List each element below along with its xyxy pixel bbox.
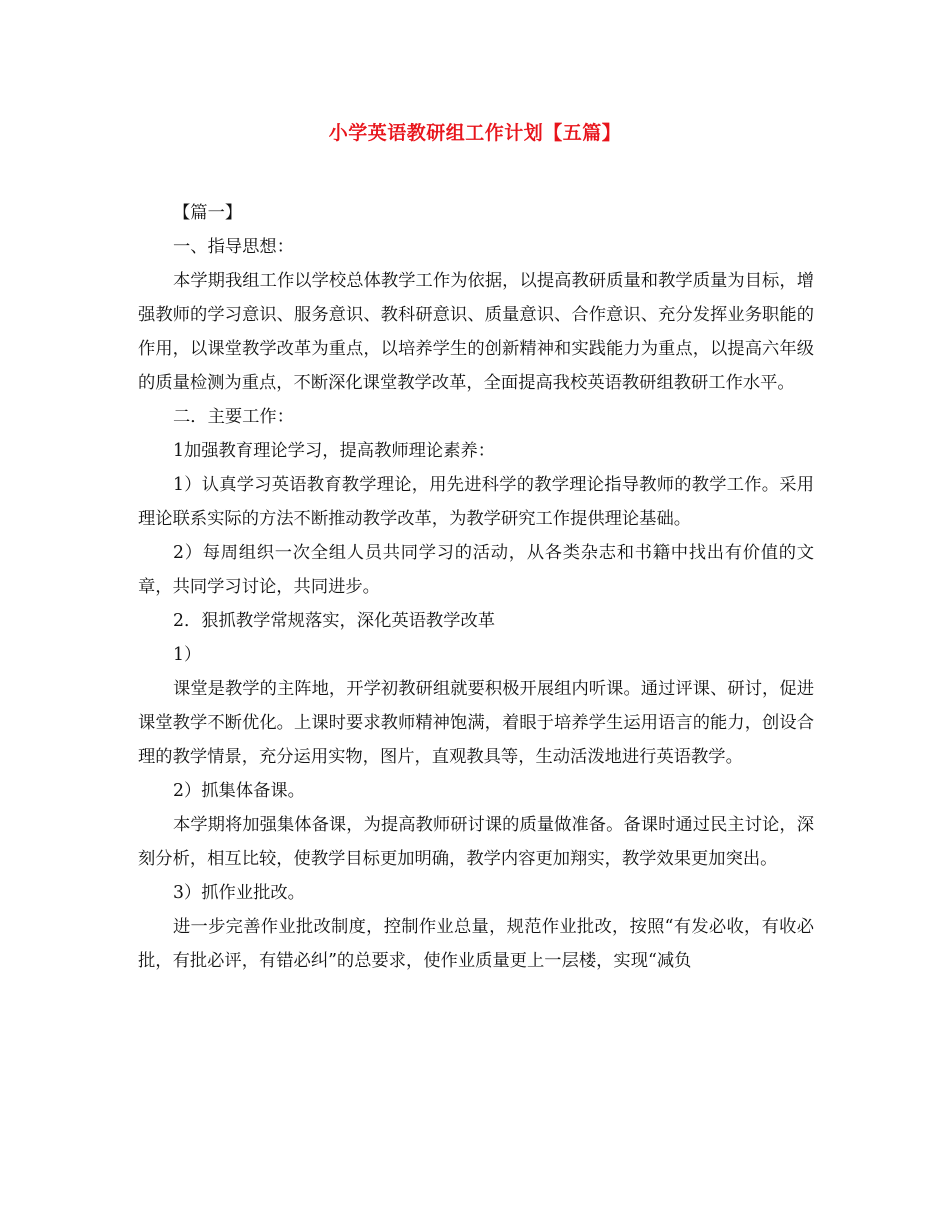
document-title: 小学英语教研组工作计划【五篇】 <box>328 122 622 144</box>
paragraph-homework: 进一步完善作业批改制度，控制作业总量，规范作业批改，按照“有发必收，有收必批，有批必评，有错必纠”的总要求，使作业质量更上一层楼，实现“减负 <box>138 917 814 971</box>
paragraph-theory-heading: 1加强教育理论学习，提高教师理论素养： <box>173 441 496 461</box>
paragraph-homework-heading: 3）抓作业批改。 <box>173 883 305 903</box>
paragraph-main-work-heading: 二．主要工作： <box>173 407 294 427</box>
document-body <box>138 196 814 978</box>
paragraph-guiding-thought-heading: 一、指导思想： <box>173 237 294 257</box>
paragraph-routine-item-1-label: 1） <box>173 645 202 665</box>
paragraph-lesson-prep-heading: 2）抓集体备课。 <box>173 781 305 801</box>
paragraph-routine-heading: 2．狠抓教学常规落实，深化英语教学改革 <box>173 611 496 631</box>
paragraph-theory-item-2: 2）每周组织一次全组人员共同学习的活动，从各类杂志和书籍中找出有价值的文章，共同学习讨论，共同进步。 <box>138 543 814 597</box>
paragraph-classroom: 课堂是教学的主阵地，开学初教研组就要积极开展组内听课。通过评课、研讨，促进课堂教学不断优化。上课时要求教师精神饱满，着眼于培养学生运用语言的能力，创设合理的教学情景，充分运用实物，图片，直观教具等，生动活泼地进行英语教学。 <box>138 679 814 767</box>
paragraph-lesson-prep: 本学期将加强集体备课，为提高教师研讨课的质量做准备。备课时通过民主讨论，深刻分析，相互比较，使教学目标更加明确，教学内容更加翔实，教学效果更加突出。 <box>138 815 814 869</box>
paragraph-theory-item-1: 1）认真学习英语教育教学理论，用先进科学的教学理论指导教师的教学工作。采用理论联系实际的方法不断推动教学改革，为教学研究工作提供理论基础。 <box>138 475 814 529</box>
paragraph-section-heading: 【篇一】 <box>173 203 243 223</box>
paragraph-guiding-thought: 本学期我组工作以学校总体教学工作为依据，以提高教研质量和教学质量为目标，增强教师的学习意识、服务意识、教科研意识、质量意识、合作意识、充分发挥业务职能的作用，以课堂教学改革为重点，以培养学生的创新精神和实践能力为重点，以提高六年级的质量检测为重点，不断深化课堂教学改革，全面提高我校英语教研组教研工作水平。 <box>138 271 814 393</box>
